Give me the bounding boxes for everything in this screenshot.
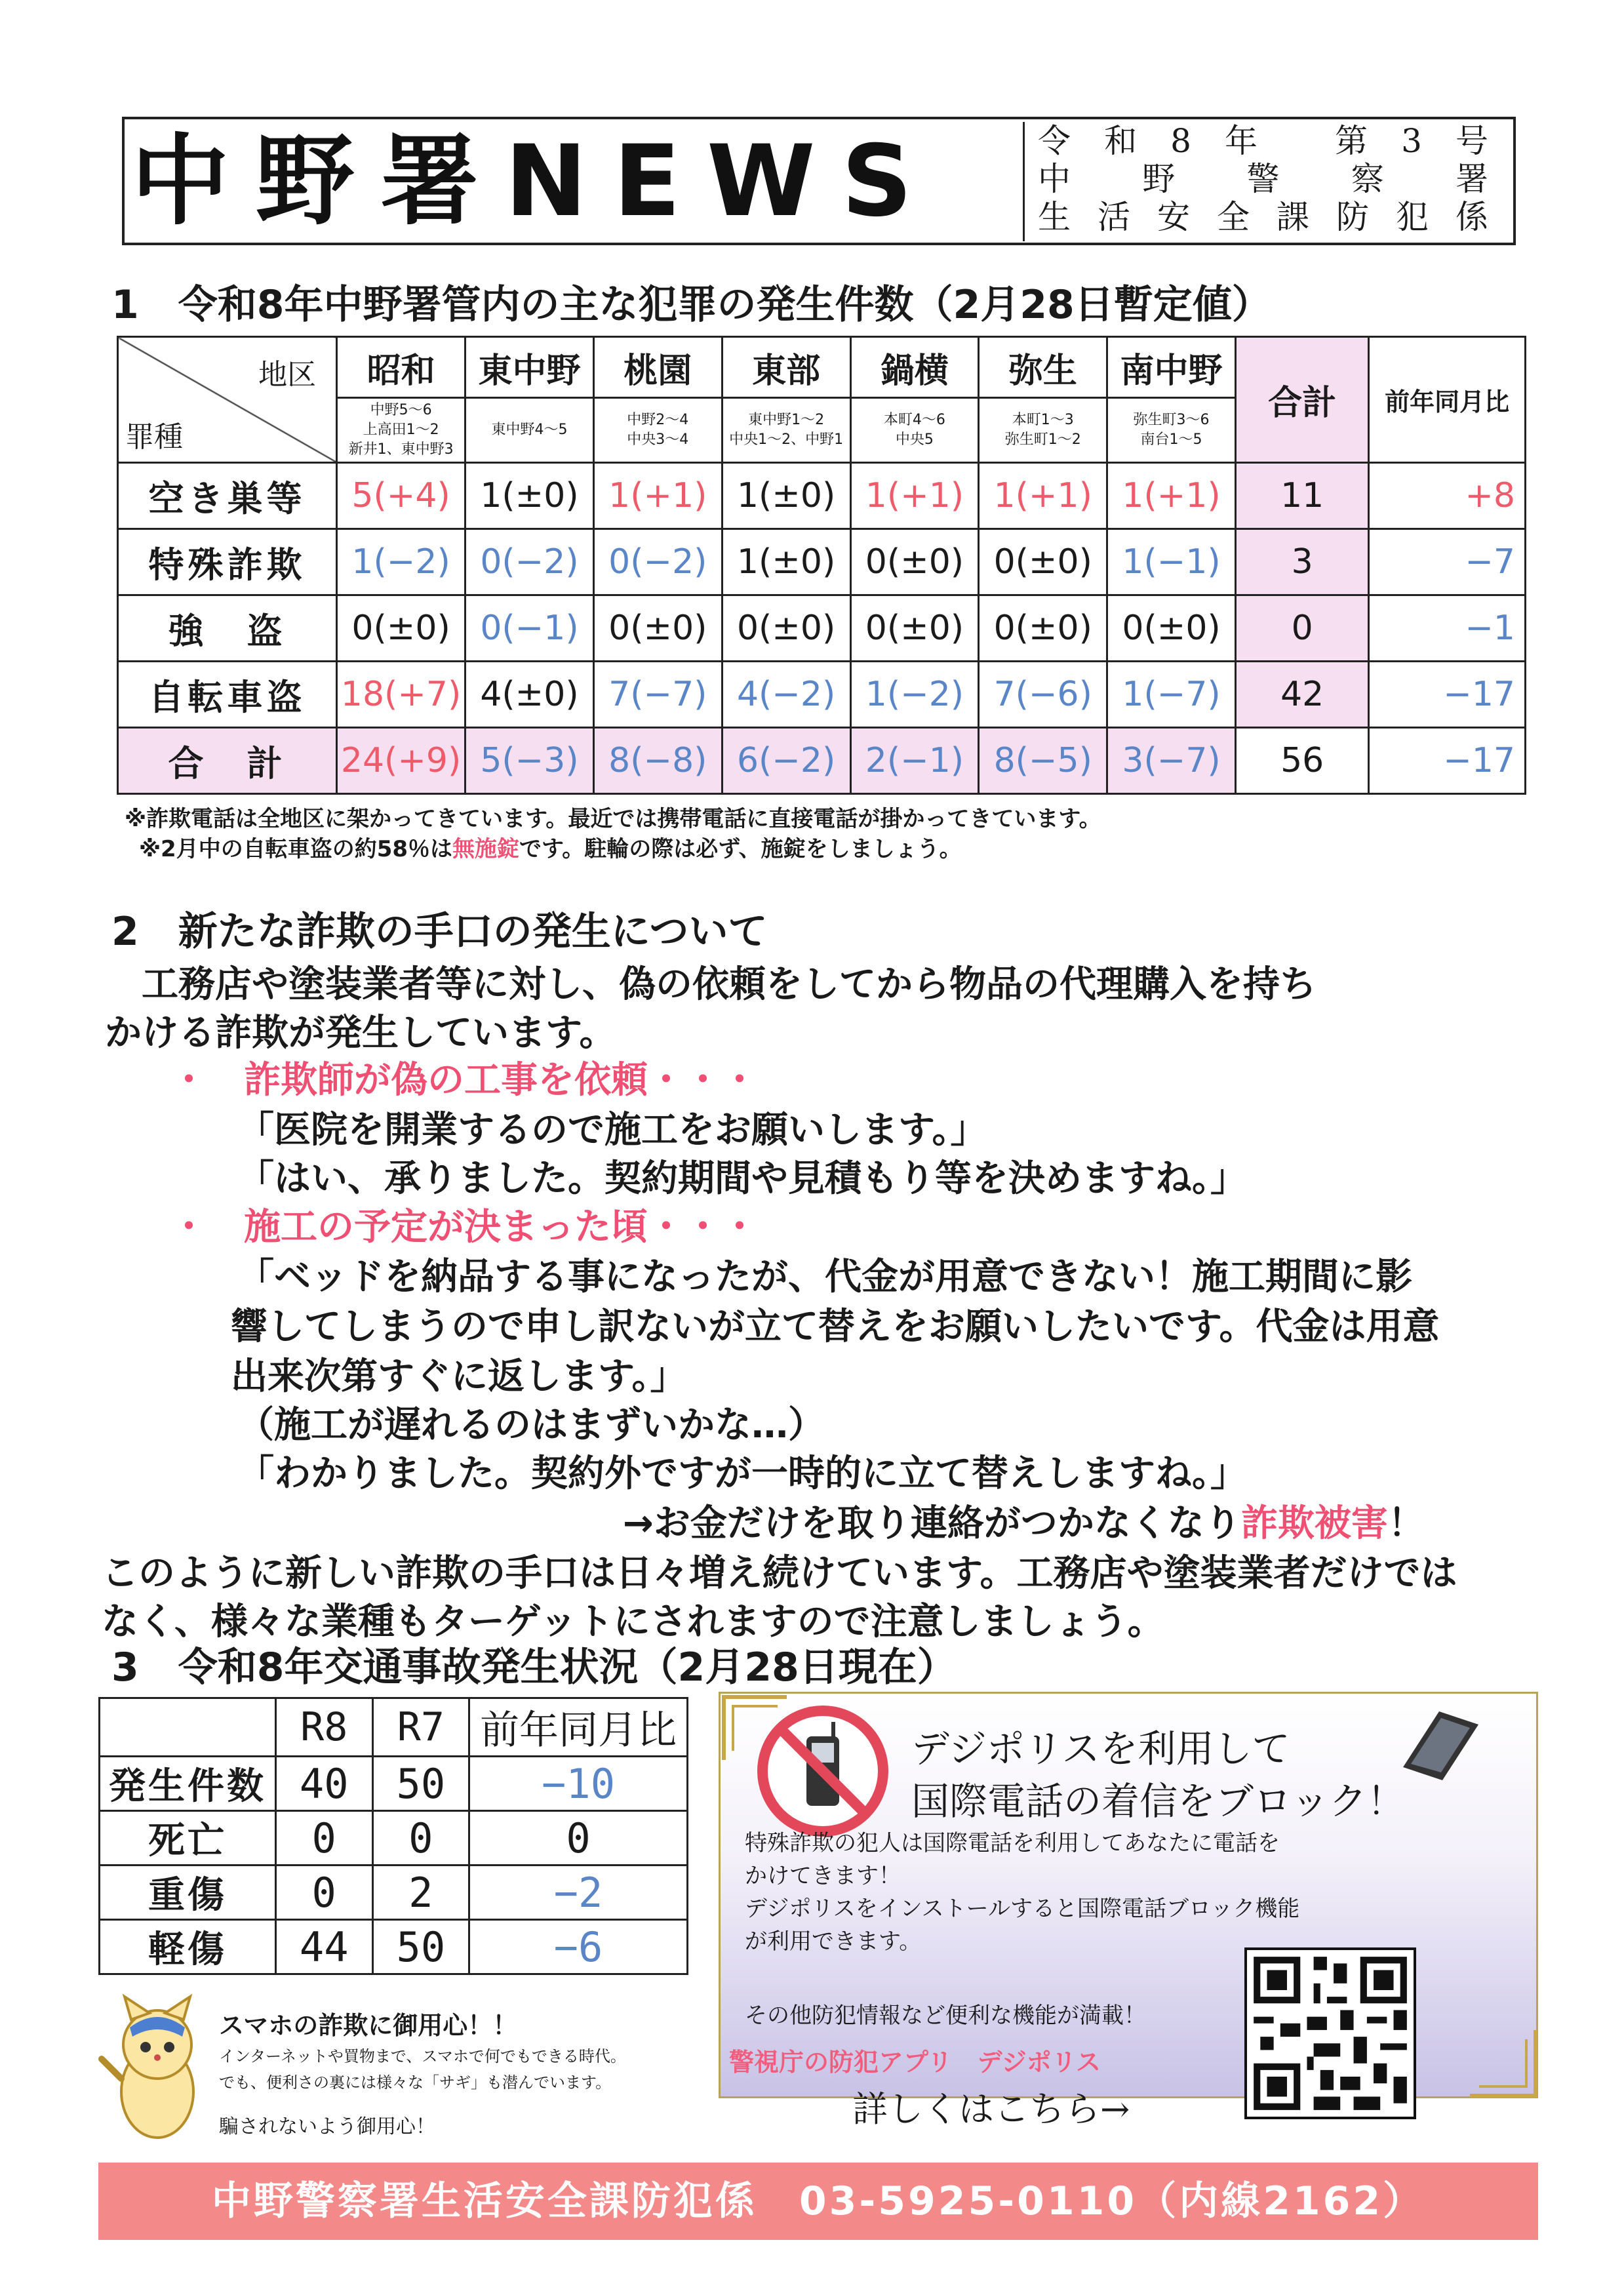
mascot-icon bbox=[98, 1993, 216, 2144]
row-total: 3 bbox=[1235, 529, 1368, 595]
corner-ornament-icon bbox=[1466, 2026, 1538, 2098]
table-row bbox=[100, 1811, 688, 1866]
table-row bbox=[118, 529, 1526, 595]
accident-type: 死亡 bbox=[100, 1811, 276, 1866]
table-cell: 1(±0) bbox=[722, 529, 850, 595]
table-cell: 2(−1) bbox=[850, 728, 979, 794]
qr-code-icon[interactable] bbox=[1244, 1947, 1416, 2119]
table-cell: 8(−5) bbox=[979, 728, 1107, 794]
yoy-header: 前年同月比 bbox=[1369, 337, 1526, 463]
contact-footer: 中野警察署生活安全課防犯係 03-5925-0110（内線2162） bbox=[98, 2163, 1538, 2240]
row-yoy: −17 bbox=[1369, 662, 1526, 728]
row-yoy: −7 bbox=[1369, 529, 1526, 595]
traffic-corner bbox=[100, 1698, 276, 1757]
table-corner bbox=[118, 337, 337, 463]
table-cell: 1(+1) bbox=[593, 463, 722, 529]
table-cell: 0 bbox=[469, 1811, 688, 1866]
table-cell: 1(+1) bbox=[979, 463, 1107, 529]
issue-info bbox=[1023, 122, 1495, 241]
crime-table bbox=[117, 336, 1526, 795]
row-yoy: +8 bbox=[1369, 463, 1526, 529]
newsletter-title: 中野署NEWS bbox=[131, 125, 939, 239]
grand-yoy: −17 bbox=[1369, 728, 1526, 794]
area-subheader: 中野2～4 中央3～4 bbox=[593, 398, 722, 463]
digipolice-more-link[interactable]: 詳しくはこちら→ bbox=[852, 2088, 1130, 2130]
row-total: 0 bbox=[1235, 595, 1368, 662]
fraud-quote-1: 「医院を開業するので施工をお願いします。」 bbox=[237, 1109, 987, 1151]
fraud-step-1: ・ 詐欺師が偽の工事を依頼・・・ bbox=[170, 1059, 758, 1102]
table-row bbox=[100, 1920, 688, 1974]
table-cell: 44 bbox=[275, 1920, 372, 1974]
area-subheader: 東中野1～2 中央1～2、中野1 bbox=[722, 398, 850, 463]
traffic-table bbox=[98, 1697, 688, 1975]
table-cell: 50 bbox=[372, 1757, 469, 1811]
table-cell: 0(±0) bbox=[850, 529, 979, 595]
table-cell: 7(−6) bbox=[979, 662, 1107, 728]
table-cell: 5(+4) bbox=[337, 463, 465, 529]
accident-type: 軽傷 bbox=[100, 1920, 276, 1974]
table-cell: 0 bbox=[275, 1811, 372, 1866]
area-header: 弥生 bbox=[979, 337, 1107, 398]
digipolice-features: その他防犯情報など便利な機能が満載！ bbox=[745, 2003, 1146, 2029]
fraud-quote-2: 「はい、承りました。契約期間や見積もり等を決めますね。」 bbox=[237, 1157, 1247, 1200]
table-row bbox=[100, 1866, 688, 1920]
fraud-thought: （施工が遅れるのはまずいかな…） bbox=[237, 1404, 825, 1447]
table-cell: 1(±0) bbox=[465, 463, 594, 529]
row-total: 42 bbox=[1235, 662, 1368, 728]
phone-tip-line-3: 騙されないよう御用心！ bbox=[219, 2115, 435, 2138]
table-cell: 7(−7) bbox=[593, 662, 722, 728]
fraud-quote-3c: 出来次第すぐに返します。」 bbox=[231, 1355, 687, 1398]
phone-tip-line-2: でも、便利さの裏には様々な「サギ」も潜んでいます。 bbox=[219, 2073, 612, 2092]
col-header-r7: R7 bbox=[372, 1698, 469, 1757]
table-row bbox=[118, 595, 1526, 662]
table-cell: 0(−1) bbox=[465, 595, 594, 662]
table-cell: 5(−3) bbox=[465, 728, 594, 794]
table-cell: 3(−7) bbox=[1107, 728, 1236, 794]
table-cell: 4(−2) bbox=[722, 662, 850, 728]
col-header-r8: R8 bbox=[275, 1698, 372, 1757]
area-header: 桃園 bbox=[593, 337, 722, 398]
fraud-heading: 2 新たな詐欺の手口の発生について bbox=[111, 909, 768, 955]
area-header: 東中野 bbox=[465, 337, 594, 398]
table-cell: 24(+9) bbox=[337, 728, 465, 794]
row-total: 11 bbox=[1235, 463, 1368, 529]
table-cell: 18(+7) bbox=[337, 662, 465, 728]
table-cell: 50 bbox=[372, 1920, 469, 1974]
digipolice-title-1: デジポリスを利用して bbox=[911, 1726, 1290, 1771]
table-cell: 0(±0) bbox=[1107, 595, 1236, 662]
phone-tip-line-1: インターネットや買物まで、スマホで何でもできる時代。 bbox=[219, 2047, 626, 2066]
table-cell: 40 bbox=[275, 1757, 372, 1811]
table-row-total bbox=[118, 728, 1526, 794]
crime-note-1: ※詐欺電話は全地区に架かってきています。最近では携帯電話に直接電話が掛かってきています。 bbox=[125, 806, 1101, 832]
department-name: 生活安全課防犯係 bbox=[1038, 198, 1495, 236]
table-row bbox=[118, 662, 1526, 728]
fraud-result: →お金だけを取り連絡がつかなくなり詐欺被害！ bbox=[623, 1502, 1425, 1545]
area-subheader: 本町4～6 中央5 bbox=[850, 398, 979, 463]
corner-type-label: 罪種 bbox=[125, 420, 183, 454]
col-header-yoy: 前年同月比 bbox=[469, 1698, 688, 1757]
area-header: 鍋横 bbox=[850, 337, 979, 398]
area-header: 昭和 bbox=[337, 337, 465, 398]
digipolice-text: 特殊詐欺の犯人は国際電話を利用してあなたに電話を かけてきます！ デジポリスをインストールすると国際電話ブロック機能 が利用できます。 bbox=[745, 1830, 1300, 1955]
issue-number: 令和8年 第3号 bbox=[1038, 122, 1495, 160]
area-header: 南中野 bbox=[1107, 337, 1236, 398]
table-cell: −10 bbox=[469, 1757, 688, 1811]
table-cell: 1(−7) bbox=[1107, 662, 1236, 728]
table-cell: 2 bbox=[372, 1866, 469, 1920]
table-cell: −2 bbox=[469, 1866, 688, 1920]
fraud-step-2: ・ 施工の予定が決まった頃・・・ bbox=[170, 1206, 758, 1248]
table-cell: 0 bbox=[275, 1866, 372, 1920]
table-row bbox=[100, 1757, 688, 1811]
total-header: 合計 bbox=[1235, 337, 1368, 463]
table-cell: 0(±0) bbox=[979, 595, 1107, 662]
accident-type: 重傷 bbox=[100, 1866, 276, 1920]
table-cell: 8(−8) bbox=[593, 728, 722, 794]
crime-type: 空き巣等 bbox=[118, 463, 337, 529]
fraud-closing-2: なく、様々な業種もターゲットにされますので注意しましょう。 bbox=[102, 1601, 1164, 1643]
table-cell: 6(−2) bbox=[722, 728, 850, 794]
table-cell: 0 bbox=[372, 1811, 469, 1866]
area-subheader: 東中野4～5 bbox=[465, 398, 594, 463]
fraud-intro-1: 工務店や塗装業者等に対し、偽の依頼をしてから物品の代理購入を持ち bbox=[105, 963, 1317, 1006]
grand-total: 56 bbox=[1235, 728, 1368, 794]
table-cell: 0(±0) bbox=[337, 595, 465, 662]
station-name: 中野警察署 bbox=[1038, 160, 1495, 198]
digipolice-app-name: 警視庁の防犯アプリ デジポリス bbox=[729, 2048, 1101, 2077]
crime-type: 合 計 bbox=[118, 728, 337, 794]
crime-type: 自転車盗 bbox=[118, 662, 337, 728]
crime-heading: 1 令和8年中野署管内の主な犯罪の発生件数（2月28日暫定値） bbox=[111, 282, 1271, 328]
fraud-quote-3a: 「ベッドを納品する事になったが、代金が用意できない！施工期間に影 bbox=[237, 1256, 1412, 1298]
fraud-quote-4: 「わかりました。契約外ですが一時的に立て替えしますね。」 bbox=[237, 1452, 1247, 1495]
fraud-closing-1: このように新しい詐欺の手口は日々増え続けています。工務店や塗装業者だけでは bbox=[102, 1552, 1457, 1595]
corner-area-label: 地区 bbox=[258, 358, 317, 391]
table-cell: 4(±0) bbox=[465, 662, 594, 728]
fraud-intro-2: かける詐欺が発生しています。 bbox=[105, 1012, 616, 1054]
table-cell: 0(±0) bbox=[722, 595, 850, 662]
crime-note-2: ※2月中の自転車盗の約58％は無施錠です。駐輪の際は必ず、施錠をしましょう。 bbox=[139, 836, 962, 862]
corner-ornament-icon bbox=[721, 1694, 793, 1766]
table-cell: 1(−2) bbox=[850, 662, 979, 728]
table-cell: 1(−2) bbox=[337, 529, 465, 595]
crime-type: 強 盗 bbox=[118, 595, 337, 662]
traffic-heading: 3 令和8年交通事故発生状況（2月28日現在） bbox=[111, 1645, 957, 1690]
table-cell: 0(±0) bbox=[593, 595, 722, 662]
table-cell: 0(−2) bbox=[593, 529, 722, 595]
area-subheader: 本町1～3 弥生町1～2 bbox=[979, 398, 1107, 463]
table-row bbox=[118, 463, 1526, 529]
crime-type: 特殊詐欺 bbox=[118, 529, 337, 595]
table-cell: 0(±0) bbox=[850, 595, 979, 662]
area-subheader: 弥生町3～6 南台1～5 bbox=[1107, 398, 1236, 463]
digipolice-title-2: 国際電話の着信をブロック！ bbox=[911, 1779, 1405, 1824]
table-cell: 1(±0) bbox=[722, 463, 850, 529]
table-cell: 0(±0) bbox=[979, 529, 1107, 595]
accident-type: 発生件数 bbox=[100, 1757, 276, 1811]
table-cell: −6 bbox=[469, 1920, 688, 1974]
fraud-quote-3b: 響してしまうので申し訳ないが立て替えをお願いしたいです。代金は用意 bbox=[231, 1306, 1440, 1348]
row-yoy: −1 bbox=[1369, 595, 1526, 662]
area-subheader: 中野5～6 上高田1～2 新井1、東中野3 bbox=[337, 398, 465, 463]
table-cell: 1(−1) bbox=[1107, 529, 1236, 595]
phone-tip-title: スマホの詐欺に御用心！！ bbox=[219, 2011, 518, 2040]
table-cell: 1(+1) bbox=[850, 463, 979, 529]
table-cell: 0(−2) bbox=[465, 529, 594, 595]
area-header: 東部 bbox=[722, 337, 850, 398]
table-cell: 1(+1) bbox=[1107, 463, 1236, 529]
